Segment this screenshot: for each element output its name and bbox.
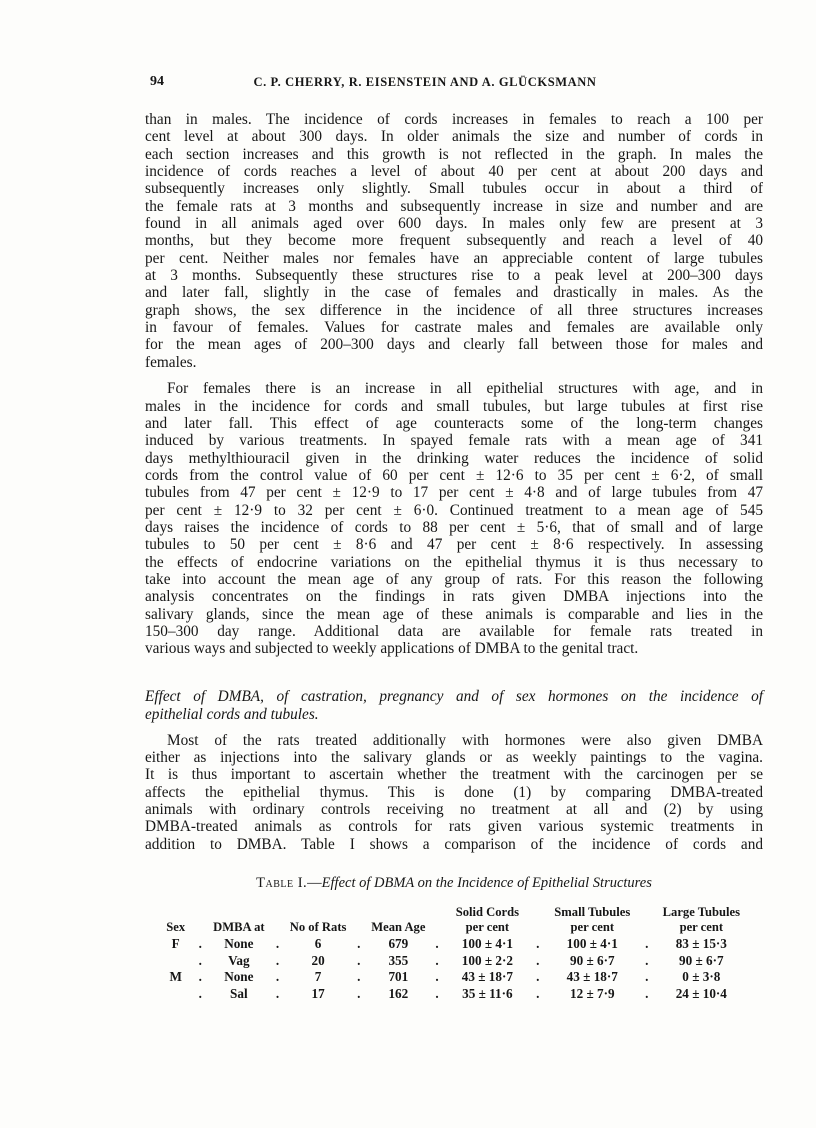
text-line: tubules to 50 per cent ± 8·6 and 47 per cent ± 8·6 respectively. In assessing [145, 536, 763, 554]
table-cell: None [224, 936, 254, 952]
table-cell: 90 ± 6·7 [569, 952, 615, 968]
paragraph-females-increase [145, 380, 763, 658]
text-line: days methylthiouracil given in the drinking water reduces the incidence of solid [145, 449, 763, 467]
text-line: females. [145, 353, 197, 371]
running-head: C. P. CHERRY, R. EISENSTEIN AND A. GLÜCKSMANN [253, 75, 597, 89]
text-line: For females there is an increase in all epithelial structures with age, and in [167, 380, 763, 398]
text-line: each section increases and this growth is not reflected in the graph. In males the [145, 145, 763, 163]
table-cell: . [435, 936, 439, 952]
table-cell: 83 ± 15·3 [675, 936, 727, 952]
text-line: days raises the incidence of cords to 88 per cent ± 5·6, that of small and of large [145, 518, 763, 536]
text-line: It is thus important to ascertain whether the treatment with the carcinogen per se [145, 766, 763, 784]
text-line: graph shows, the sex difference in the incidence of all three structures increases [145, 301, 763, 319]
table-cell: 701 [388, 969, 409, 985]
table-cell: . [275, 936, 280, 952]
results-table [158, 905, 750, 1002]
table-cell: 6 [314, 936, 322, 952]
table-row [158, 953, 750, 970]
text-line: the female rats at 3 months and subsequently increase in size and number and are [145, 197, 763, 215]
table-cell: . [435, 969, 439, 985]
table-cell: . [645, 969, 649, 985]
text-line: Most of the rats treated additionally with hormones were also given DMBA [167, 731, 763, 749]
text-line: salivary glands, since the mean age of these animals is comparable and lies in the [145, 605, 763, 623]
text-line: tubules from 47 per cent ± 12·9 to 17 per cent ± 4·8 and of large tubules from 47 [145, 484, 763, 502]
text-line: and later fall, slightly in the case of females and drastically in males. As the [145, 284, 763, 302]
table-cell: Sal [230, 985, 248, 1001]
table-cell: . [198, 952, 202, 968]
table-title [145, 875, 763, 892]
table-cell: 43 ± 18·7 [461, 969, 513, 985]
table-cell: 12 ± 7·9 [569, 985, 615, 1001]
table-cell: F [171, 936, 180, 952]
text-line: 150–300 day range. Additional data are available for female rats treated in [145, 622, 763, 640]
table-cell: . [357, 936, 361, 952]
table-cell: 355 [388, 952, 409, 968]
text-line: either as injections into the salivary glands or as weekly paintings to the vagina. [145, 749, 763, 766]
table-cell: 679 [388, 936, 409, 952]
text-line: months, but they become more frequent subsequently and reach a level of 40 [145, 232, 763, 250]
table-header [158, 905, 750, 936]
table-cell [158, 986, 193, 1003]
text-line: cent level at about 300 days. In older animals the size and number of cords in [145, 128, 763, 146]
text-line: Effect of DMBA, of castration, pregnancy and of sex hormones on the incidence of [145, 687, 763, 705]
table-cell: . [198, 969, 202, 985]
text-line: per cent. Neither males nor females have an appreciable content of large tubules [145, 249, 763, 267]
text-line: incidence of cords reaches a level of about 40 per cent at about 200 days and [145, 163, 763, 181]
table-cell: . [357, 985, 361, 1001]
text-line: various ways and subjected to weekly applications of DMBA to the genital tract. [145, 640, 639, 658]
table-cell: . [645, 952, 649, 968]
text-line: analysis concentrates on the findings in rats given DMBA injections into the [145, 588, 763, 606]
table-cell: 100 ± 4·1 [461, 936, 513, 952]
table-cell: . [275, 952, 280, 968]
text-line: induced by various treatments. In spayed female rats with a mean age of 341 [145, 432, 763, 450]
table-cell: . [357, 952, 361, 968]
table-cell: . [198, 985, 202, 1001]
paragraph-dmba-hormones [145, 732, 763, 853]
table-cell: . [275, 985, 280, 1001]
text-line: epithelial cords and tubules. [145, 705, 319, 723]
col-header-no-of-rats: No of Rats [289, 919, 347, 934]
col-header-small-tubules: Small Tubules per cent [554, 905, 631, 934]
table-cell: . [536, 969, 540, 985]
table-cell: 100 ± 2·2 [461, 952, 513, 968]
table-cell: 162 [388, 985, 409, 1001]
text-line: cords from the control value of 60 per cent ± 12·6 to 35 per cent ± 6·2, of small [145, 466, 763, 484]
table-cell: . [275, 969, 280, 985]
table-cell: Vag [228, 952, 250, 968]
col-header-sex: Sex [166, 919, 186, 934]
table-cell: . [435, 985, 439, 1001]
table-cell: 7 [314, 969, 322, 985]
table-cell: 20 [311, 952, 325, 968]
text-line: in favour of females. Values for castrate males and females are available only [145, 319, 763, 337]
table-cell: . [435, 952, 439, 968]
table-cell: . [198, 936, 202, 952]
paragraph-incidence-of-cords [145, 111, 763, 371]
text-line: for the mean ages of 200–300 days and clearly fall between those for males and [145, 336, 763, 354]
col-header-dmba-at: DMBA at [213, 919, 265, 934]
table-cell: . [536, 952, 540, 968]
table-cell: 0 ± 3·8 [682, 969, 721, 985]
text-line: subsequently increases only slightly. Small tubules occur in about a third of [145, 180, 763, 198]
table-row [158, 969, 750, 986]
text-line: males in the incidence for cords and small tubules, but large tubules at first rise [145, 397, 763, 415]
text-line: take into account the mean age of any group of rats. For this reason the following [145, 570, 763, 588]
col-header-solid-cords: Solid Cords per cent [455, 905, 520, 934]
text-line: animals with ordinary controls receiving no treatment at all and (2) by using [145, 801, 763, 819]
table-title-italic: Effect of DBMA on the Incidence of Epithelial Structures [321, 875, 652, 892]
table-cell: 24 ± 10·4 [675, 985, 727, 1001]
section-heading [145, 688, 763, 724]
table-body [158, 936, 750, 1002]
table-cell: 17 [311, 985, 325, 1001]
table-row [158, 986, 750, 1003]
text-line: than in males. The incidence of cords increases in females to reach a 100 per [145, 111, 763, 128]
table-cell: 35 ± 11·6 [462, 985, 513, 1001]
text-line: DMBA-treated animals as controls for rats given various systemic treatments in [145, 818, 763, 836]
text-column [145, 111, 763, 1002]
table-cell: None [224, 969, 254, 985]
col-header-mean-age: Mean Age [371, 919, 426, 934]
table-cell [158, 953, 193, 970]
text-line: per cent ± 12·9 to 32 per cent ± 6·0. Continued treatment to a mean age of 545 [145, 501, 763, 519]
page-number: 94 [150, 74, 164, 89]
table-cell: . [645, 985, 649, 1001]
table-cell: 43 ± 18·7 [566, 969, 618, 985]
table-cell: . [645, 936, 649, 952]
text-line: found in all animals aged over 600 days. In males only few are present at 3 [145, 215, 763, 233]
table-row [158, 936, 750, 953]
text-line: the effects of endocrine variations on the epithelial thymus it is thus necessary to [145, 553, 763, 571]
table-cell: M [169, 969, 182, 985]
table-cell: . [357, 969, 361, 985]
table-cell: . [536, 936, 540, 952]
table-title-label: Table I. [256, 875, 308, 892]
text-line: at 3 months. Subsequently these structures rise to a peak level at 200–300 days [145, 267, 763, 285]
table-cell: 90 ± 6·7 [679, 952, 724, 968]
text-line: affects the epithelial thymus. This is done (1) by comparing DMBA-treated [145, 783, 763, 801]
text-line: addition to DMBA. Table I shows a comparison of the incidence of cords and [145, 835, 763, 853]
table-cell: . [536, 985, 540, 1001]
col-header-large-tubules: Large Tubules per cent [662, 905, 740, 934]
table-title-dash: — [307, 875, 322, 892]
text-line: and later fall. This effect of age counteracts some of the long-term changes [145, 414, 763, 432]
table-cell: 100 ± 4·1 [566, 936, 618, 952]
